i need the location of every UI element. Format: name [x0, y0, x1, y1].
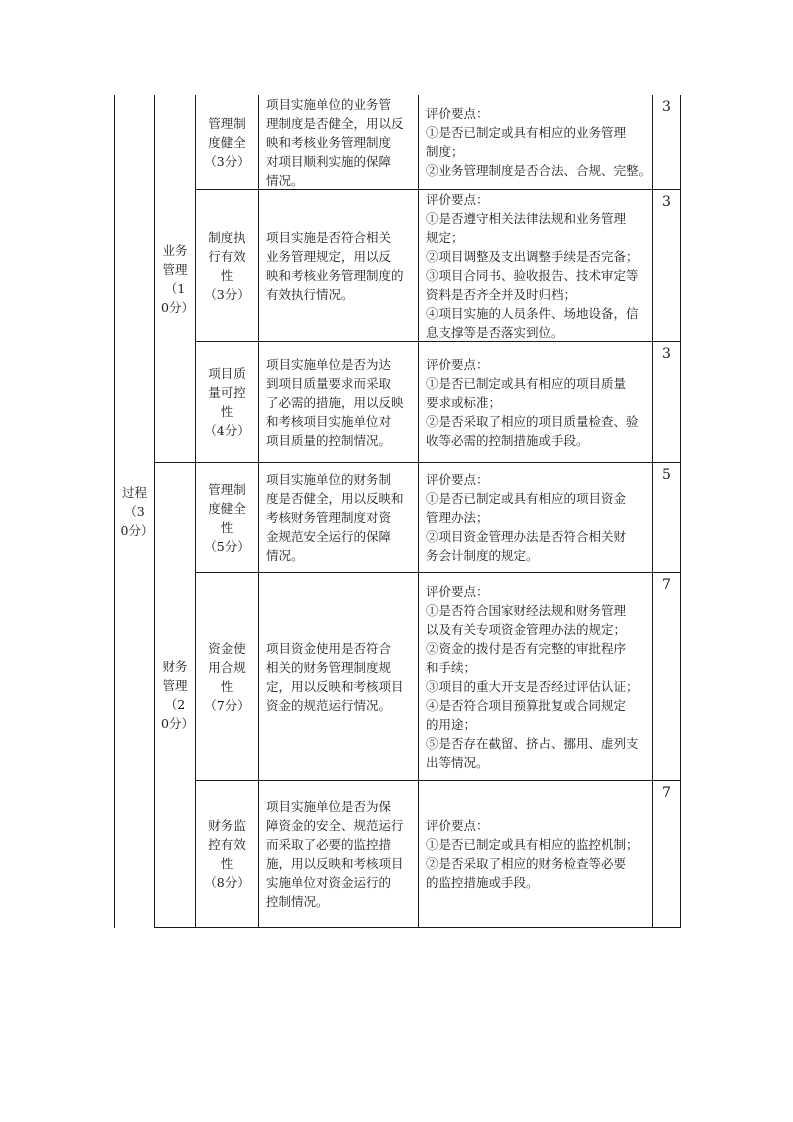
score-value: 3: [662, 346, 671, 362]
indicator-line: 性: [220, 519, 234, 535]
level2-finance-name: 财务管理: [162, 659, 188, 693]
criteria-line: ①是否已制定或具有相应的项目资金: [426, 491, 627, 506]
indicator-line: 性: [220, 267, 234, 283]
level1-score: （30分）: [120, 503, 154, 538]
criteria-line: 以及有关专项资金管理办法的规定；: [426, 621, 627, 637]
criteria-line: ①是否已制定或具有相应的监控机制；: [426, 837, 639, 852]
score-value: 7: [662, 577, 671, 593]
criteria-line: 制度；: [426, 144, 464, 159]
criteria-line: ④是否符合项目预算批复或合同规定: [426, 697, 627, 713]
criteria-cell: [419, 781, 652, 927]
criteria-line: ①是否符合国家财经法规和财务管理: [426, 602, 627, 618]
score-cell: [653, 190, 680, 341]
criteria-cell: [419, 573, 652, 780]
criteria-line: 收等必需的控制措施或手段。: [426, 432, 589, 448]
criteria-cell: [419, 190, 652, 341]
criteria-line: 务会计制度的规定。: [426, 548, 539, 563]
description-line: 映和考核业务管理制度: [266, 134, 392, 150]
indicator-line: （5分）: [204, 538, 250, 554]
score-value: 3: [662, 194, 671, 210]
indicator-line: 性: [220, 678, 234, 694]
indicator-line: 管理制: [208, 481, 246, 497]
description-line: 和考核项目实施单位对: [266, 413, 392, 429]
criteria-line: ①是否已制定或具有相应的项目质量: [426, 375, 627, 391]
criteria-line: 规定；: [426, 229, 464, 245]
description-cell: [259, 781, 418, 927]
description-line: 而采取了必要的监控措: [266, 837, 392, 852]
description-line: 度是否健全，用以反映和: [266, 491, 404, 506]
description-line: 金规范安全运行的保障: [266, 529, 392, 544]
description-cell: [259, 342, 418, 462]
criteria-line: 资料是否齐全并及时归档；: [426, 286, 577, 302]
indicator-line: （3分）: [204, 153, 250, 169]
description-line: 映和考核业务管理制度的: [266, 267, 404, 283]
description-line: 考核财务管理制度对资: [266, 510, 392, 525]
indicator-line: （7分）: [204, 697, 250, 713]
grid-hline-bottom: [154, 927, 681, 928]
score-cell: [653, 95, 680, 189]
grid-vline-7: [680, 95, 681, 928]
criteria-line: 的监控措施或手段。: [426, 875, 539, 890]
indicator-line: 度健全: [208, 134, 246, 150]
criteria-line: 的用途；: [426, 716, 477, 732]
criteria-line: ③项目合同书、验收报告、技术审定等: [426, 267, 639, 283]
description-line: 项目质量的控制情况。: [266, 432, 392, 448]
indicator-cell: [196, 781, 258, 927]
description-line: 项目实施单位是否为保: [266, 799, 392, 814]
score-cell: [653, 342, 680, 462]
indicator-line: 财务监: [208, 818, 246, 833]
criteria-line: 评价要点：: [426, 191, 489, 207]
criteria-line: 息支撑等是否落实到位。: [426, 324, 564, 340]
description-cell: [259, 573, 418, 780]
description-line: 施，用以反映和考核项目: [266, 856, 404, 871]
indicator-line: 管理制: [208, 115, 246, 131]
criteria-line: ②是否采取了相应的财务检查等必要: [426, 856, 627, 871]
level2-business-score: （10分）: [161, 280, 194, 315]
criteria-line: ④项目实施的人员条件、场地设备，信: [426, 305, 639, 321]
description-line: 对项目顺利实施的保障: [266, 153, 392, 169]
criteria-line: ②项目资金管理办法是否符合相关财: [426, 529, 627, 544]
description-line: 控制情况。: [266, 894, 329, 909]
criteria-line: 评价要点：: [426, 583, 489, 599]
indicator-line: （8分）: [204, 875, 250, 890]
indicator-line: （3分）: [204, 286, 250, 302]
indicator-line: 性: [220, 404, 234, 419]
level2-cell-finance: [155, 463, 195, 927]
level2-cell-business: [155, 95, 195, 462]
description-line: 障资金的安全、规范运行: [266, 818, 404, 833]
level1-cell: [115, 95, 154, 927]
indicator-cell: [196, 190, 258, 341]
criteria-line: 出等情况。: [426, 754, 489, 770]
criteria-line: 评价要点：: [426, 472, 489, 487]
indicator-cell: [196, 573, 258, 780]
criteria-cell: [419, 95, 652, 189]
indicator-line: （4分）: [204, 423, 250, 438]
criteria-line: 评价要点：: [426, 818, 489, 833]
criteria-line: ②业务管理制度是否合法、合规、完整。: [426, 163, 652, 178]
criteria-line: 评价要点：: [426, 106, 489, 121]
indicator-line: 项目质: [208, 366, 246, 381]
criteria-line: ①是否已制定或具有相应的业务管理: [426, 125, 627, 140]
description-line: 了必需的措施，用以反映: [266, 394, 404, 410]
level2-business-name: 业务管理: [162, 242, 188, 277]
description-line: 情况。: [266, 172, 304, 188]
criteria-line: 要求或标准；: [426, 394, 502, 410]
description-cell: [259, 190, 418, 341]
description-line: 定，用以反映和考核项目: [266, 678, 404, 694]
indicator-line: 控有效: [208, 837, 246, 852]
criteria-line: ⑤是否存在截留、挤占、挪用、虚列支: [426, 735, 639, 751]
description-line: 项目实施单位的财务制: [266, 472, 392, 487]
score-cell: [653, 573, 680, 780]
score-value: 5: [662, 467, 671, 483]
score-cell: [653, 781, 680, 927]
score-value: 3: [662, 99, 671, 115]
description-line: 业务管理规定，用以反: [266, 248, 392, 264]
description-line: 到项目质量要求而采取: [266, 375, 392, 391]
description-line: 项目资金使用是否符合: [266, 640, 392, 656]
description-line: 项目实施是否符合相关: [266, 229, 392, 245]
description-line: 资金的规范运行情况。: [266, 697, 392, 713]
criteria-line: ②是否采取了相应的项目质量检查、验: [426, 413, 639, 429]
description-line: 理制度是否健全，用以反: [266, 115, 404, 131]
indicator-line: 性: [220, 856, 234, 871]
level2-finance-score: （20分）: [161, 697, 194, 731]
indicator-line: 制度执: [208, 229, 246, 245]
criteria-line: 管理办法；: [426, 510, 489, 525]
indicator-cell: [196, 95, 258, 189]
score-value: 7: [662, 785, 671, 801]
description-cell: [259, 95, 418, 189]
indicator-line: 资金使: [208, 640, 246, 656]
indicator-line: 行有效: [208, 248, 246, 264]
description-line: 相关的财务管理制度规: [266, 659, 392, 675]
criteria-cell: [419, 463, 652, 572]
indicator-cell: [196, 463, 258, 572]
criteria-line: ③项目的重大开支是否经过评估认证；: [426, 678, 639, 694]
indicator-line: 用合规: [208, 659, 246, 675]
criteria-line: ②资金的拨付是否有完整的审批程序: [426, 640, 627, 656]
criteria-line: ②项目调整及支出调整手续是否完备；: [426, 248, 639, 264]
description-line: 项目实施单位是否为达: [266, 356, 392, 372]
criteria-line: 和手续；: [426, 659, 477, 675]
description-line: 项目实施单位的业务管: [266, 96, 392, 112]
description-line: 实施单位对资金运行的: [266, 875, 392, 890]
criteria-line: 评价要点：: [426, 356, 489, 372]
description-line: 有效执行情况。: [266, 286, 354, 302]
level1-name: 过程: [121, 484, 147, 500]
indicator-line: 量可控: [208, 385, 246, 400]
indicator-line: 度健全: [208, 500, 246, 516]
indicator-cell: [196, 342, 258, 462]
description-line: 情况。: [266, 548, 304, 563]
score-cell: [653, 463, 680, 572]
criteria-cell: [419, 342, 652, 462]
description-cell: [259, 463, 418, 572]
criteria-line: ①是否遵守相关法律法规和业务管理: [426, 210, 627, 226]
